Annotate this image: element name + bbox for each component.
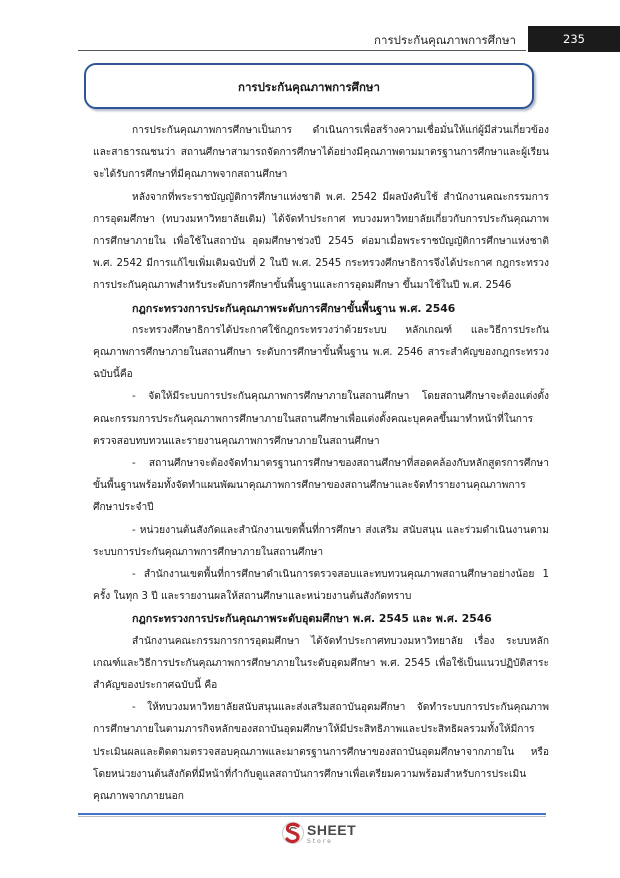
paragraph-higher-education: สำนักงานคณะกรรมการการอุดมศึกษา ได้จัดทำประกาศทบวงมหาวิทยาลัย เรื่อง ระบบหลักเกณฑ์และวิธีการประกันคุณภาพการศึกษาภายในระดับอุดมศึกษา พ.ศ. 2545 เพื่อใช้เป็นแนวปฏิบัติสาระสำคัญของประกาศฉบับนี้ คือ bbox=[93, 635, 549, 692]
paragraph-basic-education: กระทรวงศึกษาธิการได้ประกาศใช้กฎกระทรวงว่าด้วยระบบ หลักเกณฑ์ และวิธีการประกันคุณภาพการศึกษาภายในสถานศึกษา ระดับการศึกษาขั้นพื้นฐาน พ.ศ. 2546 สาระสำคัญของกฎกระทรวงฉบับนี้คือ bbox=[93, 324, 549, 381]
bullet-school-standards: - สถานศึกษาจะต้องจัดทำมาตรฐานการศึกษาของสถานศึกษาที่สอดคล้องกับหลักสูตรการศึกษาขั้นพื้นฐานพร้อมทั้งจัดทำแผนพัฒนาคุณภาพการศึกษาของสถานศึกษาและจัดทำรายงานคุณภาพการศึกษาประจำปี bbox=[93, 458, 549, 514]
bullet-area-office-review: - สำนักงานเขตพื้นที่การศึกษาดำเนินการตรวจสอบและทบทวนคุณภาพสถานศึกษาอย่างน้อย 1 ครั้ง ในทุก 3 ปี และรายงานผลให้สถานศึกษาและหน่วยงานต้นสังกัดทราบ bbox=[93, 569, 549, 603]
page-number: 235 bbox=[528, 26, 620, 52]
footer-divider-gray bbox=[78, 816, 546, 817]
sheet-store-logo-icon bbox=[282, 820, 304, 846]
logo-wordmark: SHEET bbox=[307, 822, 357, 838]
section-heading-basic-education: กฎกระทรวงการประกันคุณภาพระดับการศึกษาขั้นพื้นฐาน พ.ศ. 2546 bbox=[132, 301, 456, 315]
paragraph-history: หลังจากที่พระราชบัญญัติการศึกษาแห่งชาติ พ.ศ. 2542 มีผลบังคับใช้ สำนักงานคณะกรรมการการอุดมศึกษา (ทบวงมหาวิทยาลัยเดิม) ได้จัดทำประกาศ ทบวงมหาวิทยาลัยเกี่ยวกับการประกันคุณภาพการศึกษาภายใน เพื่อใช้ในสถาบัน อุดมศึกษาช่วงปี 2545 ต่อมาเมื่อพระราชบัญญัติการศึกษาแห่งชาติ พ.ศ. 2542 มีการแก้ไขเพิ่มเติมฉบับที่ 2 ในปี พ.ศ. 2545 กระทรวงศึกษาธิการจึงได้ประกาศ กฎกระทรวงการประกันคุณภาพสำหรับระดับการศึกษาขั้นพื้นฐานและการอุดมศึกษา ขึ้นมาใช้ในปี พ.ศ. 2546 bbox=[93, 191, 549, 292]
chapter-title-box bbox=[84, 63, 534, 109]
bullet-university-support: - ให้ทบวงมหาวิทยาลัยสนับสนุนและส่งเสริมสถาบันอุดมศึกษา จัดทำระบบการประกันคุณภาพการศึกษาภายในตามภารกิจหลักของสถาบันอุดมศึกษาให้มีประสิทธิภาพและประสิทธิผลรวมทั้งให้มีการประเมินผลและติดตามตรวจสอบคุณภาพและมาตรฐานการศึกษาของสถาบันอุดมศึกษาจากภายใน หรือโดยหน่วยงานต้นสังกัดที่มีหน้าที่กำกับดูแลสถาบันการศึกษาเพื่อเตรียมความพร้อมสำหรับการประเมินคุณภาพจากภายนอก bbox=[93, 702, 549, 803]
body-content bbox=[93, 120, 549, 808]
page-header bbox=[0, 0, 620, 50]
section-heading-higher-education: กฎกระทรวงการประกันคุณภาพระดับอุดมศึกษา พ.ศ. 2545 และ พ.ศ. 2546 bbox=[132, 612, 492, 626]
chapter-title: การประกันคุณภาพการศึกษา bbox=[238, 80, 380, 94]
bullet-internal-qa-system: - จัดให้มีระบบการประกันคุณภาพการศึกษาภายในสถานศึกษา โดยสถานศึกษาจะต้องแต่งตั้งคณะกรรมการประกันคุณภาพการศึกษาภายในสถานศึกษาเพื่อแต่งตั้งคณะบุคคลขึ้นมาทำหน้าที่ในการตรวจสอบทบทวนและรายงานคุณภาพการศึกษาภายในสถานศึกษา bbox=[93, 391, 549, 447]
running-header-title: การประกันคุณภาพการศึกษา bbox=[374, 33, 516, 47]
bullet-agency-support: - หน่วยงานต้นสังกัดและสำนักงานเขตพื้นที่การศึกษา ส่งเสริม สนับสนุน และร่วมดำเนินงานตามระบบการประกันคุณภาพการศึกษาภายในสถานศึกษา bbox=[93, 524, 549, 558]
sheet-store-logo bbox=[282, 820, 362, 848]
footer-divider-blue bbox=[78, 813, 546, 815]
logo-subtext: Store bbox=[307, 838, 333, 845]
header-divider bbox=[78, 50, 526, 51]
paragraph-intro: การประกันคุณภาพการศึกษาเป็นการ ดำเนินการเพื่อสร้างความเชื่อมั่นให้แก่ผู้มีส่วนเกี่ยวข้องและสาธารณชนว่า สถานศึกษาสามารถจัดการศึกษาได้อย่างมีคุณภาพตามมาตรฐานการศึกษาและผู้เรียนจะได้รับการศึกษาที่มีคุณภาพจากสถานศึกษา bbox=[93, 125, 549, 181]
